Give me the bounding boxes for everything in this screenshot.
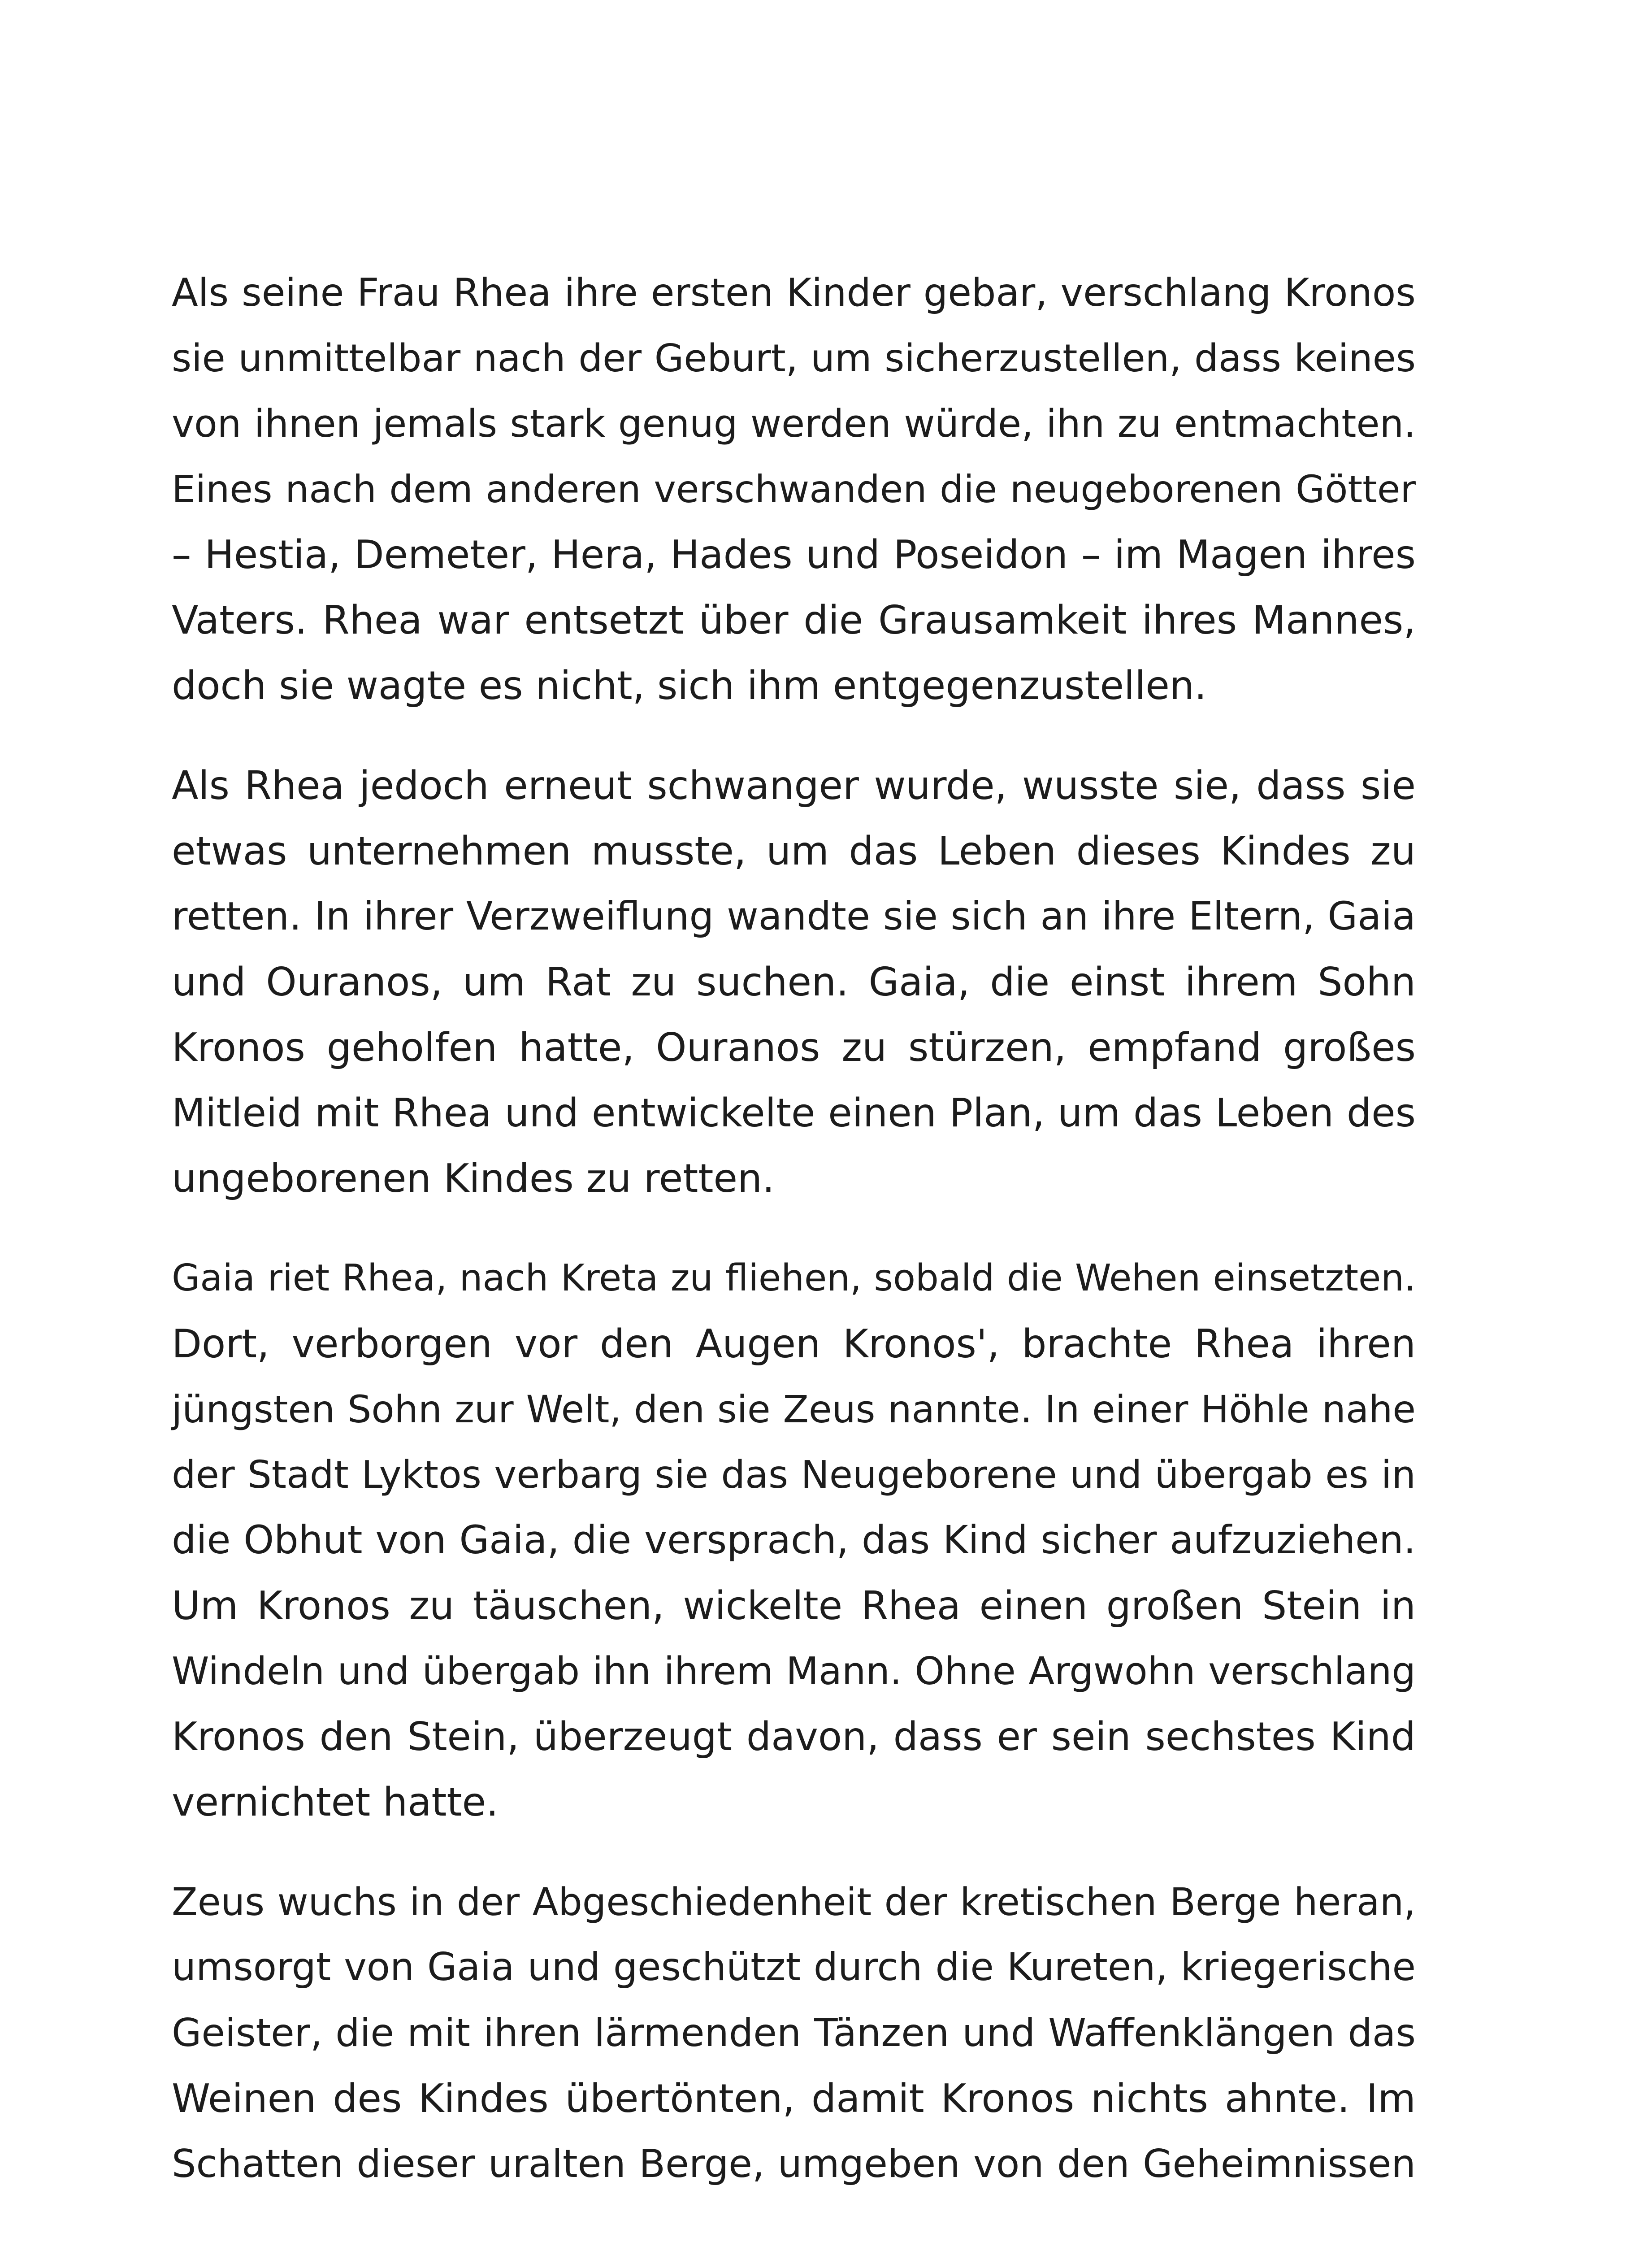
text-line: Als Rhea jedoch erneut schwanger wurde, wusste sie, dass sie <box>172 763 1416 808</box>
text-line: Weinen des Kindes übertönten, damit Kronos nichts ahnte. Im <box>172 2076 1416 2121</box>
text-line: Um Kronos zu täuschen, wickelte Rhea einen großen Stein in <box>172 1583 1416 1629</box>
text-line: Als seine Frau Rhea ihre ersten Kinder gebar, verschlang Kronos <box>172 270 1416 315</box>
text-line: Eines nach dem anderen verschwanden die neugeborenen Götter <box>172 467 1416 511</box>
text-line: vernichtet hatte. <box>172 1779 499 1825</box>
text-line: der Stadt Lyktos verbarg sie das Neugeborene und übergab es in <box>172 1452 1416 1497</box>
text-line: retten. In ihrer Verzweiflung wandte sie sich an ihre Eltern, Gaia <box>172 894 1416 939</box>
text-line: Vaters. Rhea war entsetzt über die Grausamkeit ihres Mannes, <box>172 597 1416 643</box>
text-line: jüngsten Sohn zur Welt, den sie Zeus nannte. In einer Höhle nahe <box>172 1387 1416 1431</box>
text-line: Dort, verborgen vor den Augen Kronos', brachte Rhea ihren <box>172 1321 1416 1367</box>
text-line: doch sie wagte es nicht, sich ihm entgegenzustellen. <box>172 663 1207 708</box>
text-line: von ihnen jemals stark genug werden würde, ihn zu entmachten. <box>172 401 1416 446</box>
body-text <box>172 260 1416 2231</box>
paragraph-3 <box>172 1246 1416 1835</box>
text-line: sie unmittelbar nach der Geburt, um sicherzustellen, dass keines <box>172 336 1416 380</box>
text-line: Schatten dieser uralten Berge, umgeben von den Geheimnissen <box>172 2142 1416 2186</box>
text-line: und Ouranos, um Rat zu suchen. Gaia, die einst ihrem Sohn <box>172 959 1416 1005</box>
text-line: etwas unternehmen musste, um das Leben dieses Kindes zu <box>172 828 1416 874</box>
text-line: Geister, die mit ihren lärmenden Tänzen und Waffenklängen das <box>172 2011 1416 2055</box>
paragraph-1 <box>172 260 1416 718</box>
text-line: Windeln und übergab ihn ihrem Mann. Ohne Argwohn verschlang <box>172 1649 1416 1693</box>
text-line: ungeborenen Kindes zu retten. <box>172 1156 775 1201</box>
text-line: Kronos geholfen hatte, Ouranos zu stürzen, empfand großes <box>172 1025 1416 1070</box>
paragraph-2 <box>172 753 1416 1211</box>
text-line: Zeus wuchs in der Abgeschiedenheit der kretischen Berge heran, <box>172 1880 1416 1924</box>
text-line: Kronos den Stein, überzeugt davon, dass er sein sechstes Kind <box>172 1714 1416 1760</box>
text-line: Mitleid mit Rhea und entwickelte einen Plan, um das Leben des <box>172 1090 1416 1136</box>
text-line: umsorgt von Gaia und geschützt durch die Kureten, kriegerische <box>172 1945 1416 1990</box>
text-line: Gaia riet Rhea, nach Kreta zu fliehen, sobald die Wehen einsetzten. <box>172 1257 1416 1299</box>
paragraph-4 <box>172 1869 1416 2197</box>
text-line: die Obhut von Gaia, die versprach, das Kind sicher aufzuziehen. <box>172 1518 1416 1563</box>
text-line: – Hestia, Demeter, Hera, Hades und Poseidon – im Magen ihres <box>172 532 1416 578</box>
